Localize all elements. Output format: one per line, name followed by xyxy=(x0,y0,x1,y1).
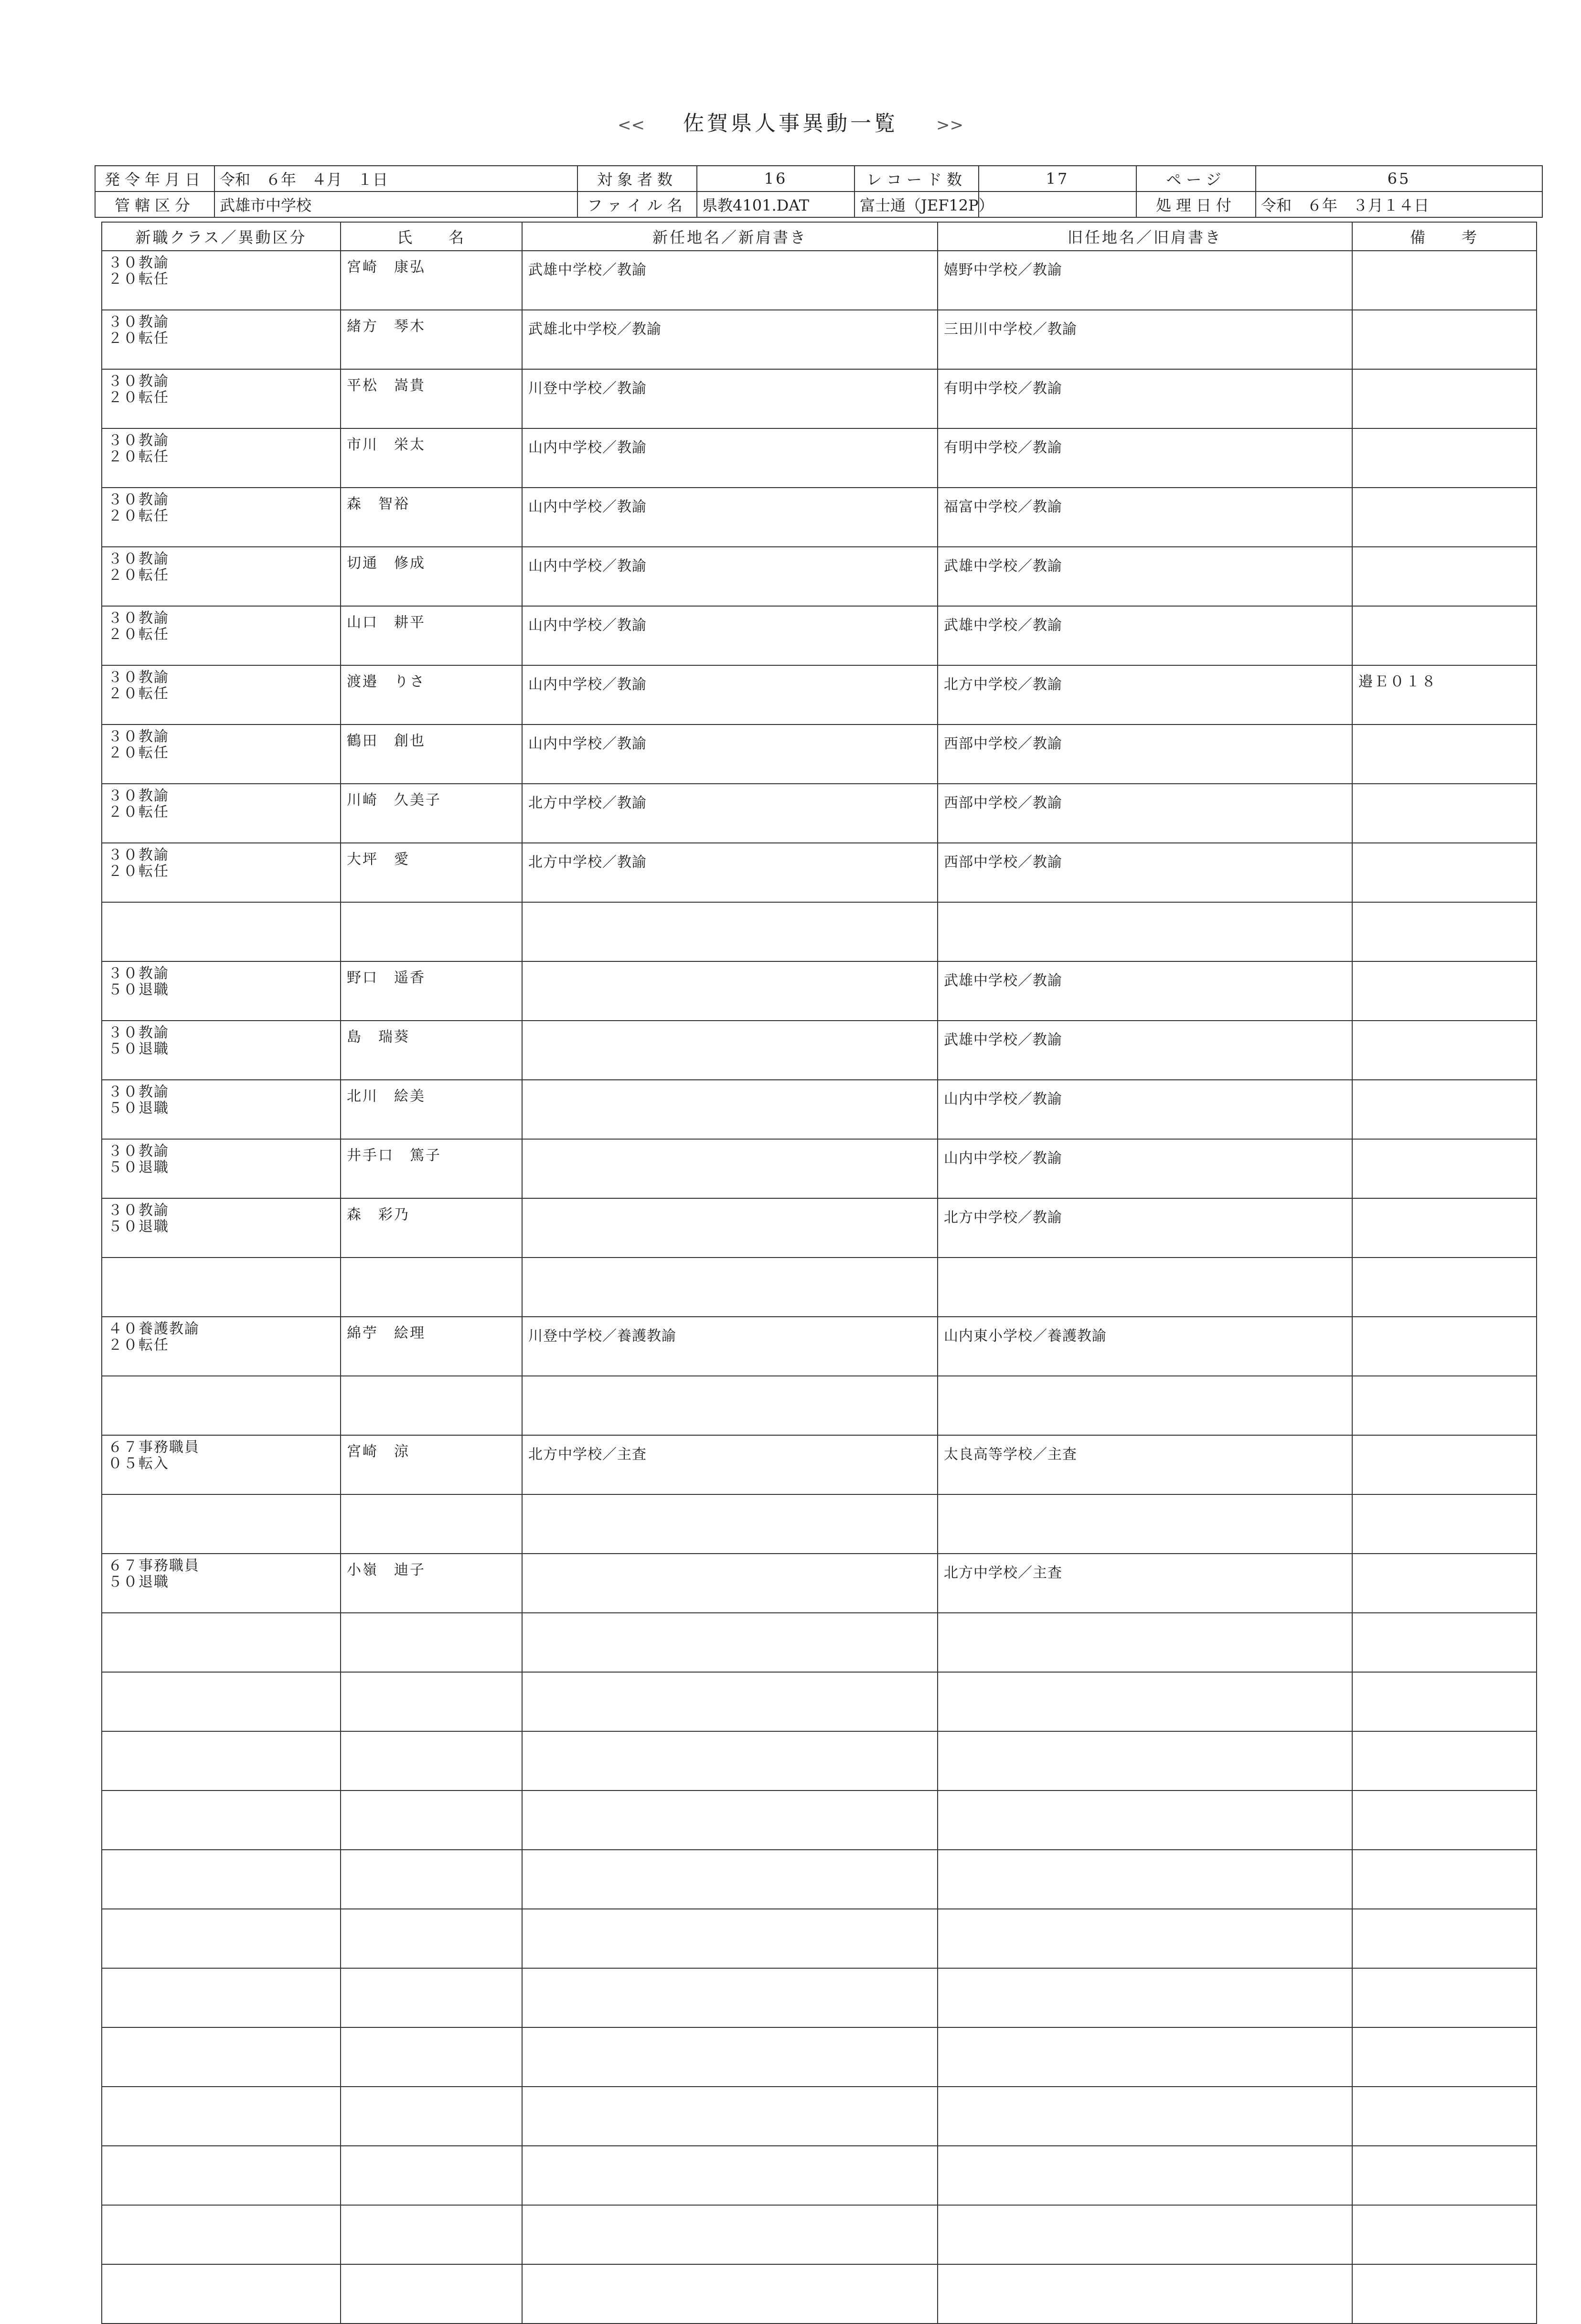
class-cell xyxy=(102,1731,341,1791)
table-row xyxy=(102,1613,1537,1672)
remarks-cell xyxy=(1352,606,1537,665)
transfer-type: ２０転任 xyxy=(108,271,169,288)
name-cell: 川崎 久美子 xyxy=(341,784,522,843)
transfer-type: ２０転任 xyxy=(108,685,169,702)
transfer-type: ５０退職 xyxy=(108,1041,169,1057)
old-post-cell xyxy=(938,1731,1352,1791)
new-post-cell: 武雄中学校／教諭 xyxy=(522,251,938,310)
new-post-cell xyxy=(522,1021,938,1080)
new-post-cell xyxy=(522,1968,938,2027)
table-row xyxy=(102,369,1537,428)
table-row xyxy=(102,1258,1537,1317)
table-row xyxy=(102,2027,1537,2087)
name-cell xyxy=(341,2087,522,2146)
name-cell: 渡邉 りさ xyxy=(341,665,522,725)
remarks-cell xyxy=(1352,1731,1537,1791)
table-row xyxy=(102,1376,1537,1435)
remarks-cell xyxy=(1352,1317,1537,1376)
name-cell: 綿苧 絵理 xyxy=(341,1317,522,1376)
new-post-cell xyxy=(522,1731,938,1791)
name-cell: 大坪 愛 xyxy=(341,843,522,902)
job-class: ３０教諭 xyxy=(108,1084,169,1100)
target-count-label: 対象者数 xyxy=(577,166,697,192)
remarks-cell xyxy=(1352,725,1537,784)
class-cell xyxy=(102,1672,341,1731)
new-post-cell: 武雄北中学校／教諭 xyxy=(522,310,938,369)
old-post-cell xyxy=(938,1968,1352,2027)
table-row xyxy=(102,1554,1537,1613)
name-cell: 鶴田 創也 xyxy=(341,725,522,784)
name-cell: 小嶺 迪子 xyxy=(341,1554,522,1613)
remarks-cell xyxy=(1352,1376,1537,1435)
job-class: ６７事務職員 xyxy=(108,1439,200,1456)
remarks-cell xyxy=(1352,843,1537,902)
job-class: ３０教諭 xyxy=(108,965,169,982)
job-class: ３０教諭 xyxy=(108,788,169,804)
new-post-cell: 北方中学校／教諭 xyxy=(522,784,938,843)
issue-date-value: 令和 ６年 ４月 １日 xyxy=(214,166,577,192)
table-row xyxy=(102,1672,1537,1731)
job-class: ３０教諭 xyxy=(108,255,169,271)
class-cell xyxy=(102,1968,341,2027)
table-row xyxy=(102,606,1537,665)
name-cell: 市川 栄太 xyxy=(341,428,522,488)
transfer-type: ５０退職 xyxy=(108,1100,169,1117)
remarks-cell xyxy=(1352,2146,1537,2205)
process-date-value: 令和 ６年 ３月１４日 xyxy=(1256,192,1542,217)
transfer-type: ５０退職 xyxy=(108,1218,169,1235)
class-cell xyxy=(102,784,341,843)
table-row xyxy=(102,1968,1537,2027)
new-post-cell: 山内中学校／教諭 xyxy=(522,606,938,665)
class-cell xyxy=(102,1850,341,1909)
table-row xyxy=(102,2205,1537,2264)
class-cell xyxy=(102,369,341,428)
new-post-cell xyxy=(522,2146,938,2205)
transfer-type: ２０転任 xyxy=(108,804,169,821)
new-post-cell xyxy=(522,1139,938,1198)
old-post-cell: 北方中学校／教諭 xyxy=(938,665,1352,725)
remarks-cell xyxy=(1352,251,1537,310)
transfer-list-table xyxy=(101,222,1537,2324)
remarks-cell xyxy=(1352,2027,1537,2087)
class-cell xyxy=(102,961,341,1021)
transfer-type: ５０退職 xyxy=(108,1159,169,1176)
new-post-cell xyxy=(522,1613,938,1672)
new-post-cell: 山内中学校／教諭 xyxy=(522,725,938,784)
table-row xyxy=(102,961,1537,1021)
title-right-mark: >> xyxy=(936,116,963,135)
class-cell xyxy=(102,2027,341,2087)
name-cell xyxy=(341,2264,522,2324)
remarks-cell: 邉Ｅ０１８ xyxy=(1352,665,1537,725)
table-row xyxy=(102,488,1537,547)
remarks-cell xyxy=(1352,2205,1537,2264)
old-post-cell: 有明中学校／教諭 xyxy=(938,369,1352,428)
name-cell xyxy=(341,2146,522,2205)
name-cell xyxy=(341,1850,522,1909)
remarks-cell xyxy=(1352,1494,1537,1554)
class-cell xyxy=(102,665,341,725)
old-post-cell xyxy=(938,1258,1352,1317)
remarks-cell xyxy=(1352,1435,1537,1494)
class-cell xyxy=(102,310,341,369)
new-post-cell xyxy=(522,1672,938,1731)
header-blank-cell xyxy=(979,192,1136,217)
old-post-cell: 嬉野中学校／教諭 xyxy=(938,251,1352,310)
table-row xyxy=(102,1435,1537,1494)
name-cell xyxy=(341,1258,522,1317)
remarks-cell xyxy=(1352,1850,1537,1909)
column-header-row xyxy=(102,222,1537,251)
name-cell: 北川 絵美 xyxy=(341,1080,522,1139)
old-post-cell xyxy=(938,2087,1352,2146)
document-title xyxy=(0,106,1581,137)
issue-date-label: 発令年月日 xyxy=(95,166,214,192)
new-post-cell xyxy=(522,961,938,1021)
header-row-2 xyxy=(95,192,1542,217)
remarks-cell xyxy=(1352,2087,1537,2146)
new-post-cell: 山内中学校／教諭 xyxy=(522,547,938,606)
new-post-cell: 山内中学校／教諭 xyxy=(522,428,938,488)
name-cell xyxy=(341,1613,522,1672)
job-class: ３０教諭 xyxy=(108,373,169,390)
process-date-label: 処理日付 xyxy=(1136,192,1256,217)
class-cell xyxy=(102,1554,341,1613)
old-post-cell: 西部中学校／教諭 xyxy=(938,725,1352,784)
record-count-value: 17 xyxy=(979,166,1136,192)
name-cell: 山口 耕平 xyxy=(341,606,522,665)
table-row xyxy=(102,1494,1537,1554)
remarks-cell xyxy=(1352,784,1537,843)
transfer-type: ２０転任 xyxy=(108,567,169,584)
col-header-remarks: 備 考 xyxy=(1352,222,1537,251)
table-row xyxy=(102,2146,1537,2205)
name-cell xyxy=(341,902,522,961)
name-cell: 野口 遥香 xyxy=(341,961,522,1021)
transfer-type: ２０転任 xyxy=(108,330,169,347)
class-cell xyxy=(102,2146,341,2205)
class-cell xyxy=(102,1021,341,1080)
page-label: ページ xyxy=(1136,166,1256,192)
jurisdiction-value: 武雄市中学校 xyxy=(214,192,577,217)
header-row-1 xyxy=(95,166,1542,192)
old-post-cell: 武雄中学校／教諭 xyxy=(938,961,1352,1021)
old-post-cell: 西部中学校／教諭 xyxy=(938,784,1352,843)
job-class: ３０教諭 xyxy=(108,728,169,745)
class-cell xyxy=(102,725,341,784)
remarks-cell xyxy=(1352,310,1537,369)
name-cell: 井手口 篤子 xyxy=(341,1139,522,1198)
class-cell xyxy=(102,428,341,488)
class-cell xyxy=(102,488,341,547)
name-cell: 宮崎 康弘 xyxy=(341,251,522,310)
remarks-cell xyxy=(1352,2264,1537,2324)
table-row xyxy=(102,665,1537,725)
class-cell xyxy=(102,1198,341,1258)
transfer-type: ２０転任 xyxy=(108,448,169,465)
old-post-cell: 武雄中学校／教諭 xyxy=(938,1021,1352,1080)
old-post-cell: 武雄中学校／教諭 xyxy=(938,547,1352,606)
name-cell xyxy=(341,1731,522,1791)
old-post-cell: 福富中学校／教諭 xyxy=(938,488,1352,547)
table-row xyxy=(102,1850,1537,1909)
file-name-label: ファイル名 xyxy=(577,192,697,217)
job-class: ６７事務職員 xyxy=(108,1557,200,1574)
remarks-cell xyxy=(1352,428,1537,488)
name-cell: 切通 修成 xyxy=(341,547,522,606)
new-post-cell: 川登中学校／養護教諭 xyxy=(522,1317,938,1376)
old-post-cell xyxy=(938,2146,1352,2205)
class-cell xyxy=(102,1317,341,1376)
job-class: ４０養護教諭 xyxy=(108,1321,200,1337)
table-row xyxy=(102,547,1537,606)
job-class: ３０教諭 xyxy=(108,551,169,567)
new-post-cell xyxy=(522,1198,938,1258)
class-cell xyxy=(102,2087,341,2146)
remarks-cell xyxy=(1352,1198,1537,1258)
class-cell xyxy=(102,1139,341,1198)
name-cell: 森 智裕 xyxy=(341,488,522,547)
remarks-cell xyxy=(1352,1554,1537,1613)
table-row xyxy=(102,902,1537,961)
name-cell xyxy=(341,2205,522,2264)
remarks-cell xyxy=(1352,902,1537,961)
old-post-cell xyxy=(938,1791,1352,1850)
name-cell: 平松 嵩貴 xyxy=(341,369,522,428)
name-cell: 島 瑞葵 xyxy=(341,1021,522,1080)
class-cell xyxy=(102,2205,341,2264)
new-post-cell xyxy=(522,2264,938,2324)
old-post-cell: 西部中学校／教諭 xyxy=(938,843,1352,902)
table-row xyxy=(102,1317,1537,1376)
transfer-type: ５０退職 xyxy=(108,981,169,998)
job-class: ３０教諭 xyxy=(108,1143,169,1160)
col-header-new-post: 新任地名／新肩書き xyxy=(522,222,938,251)
old-post-cell: 山内中学校／教諭 xyxy=(938,1139,1352,1198)
new-post-cell: 北方中学校／教諭 xyxy=(522,843,938,902)
class-cell xyxy=(102,2264,341,2324)
old-post-cell xyxy=(938,1376,1352,1435)
remarks-cell xyxy=(1352,488,1537,547)
remarks-cell xyxy=(1352,1021,1537,1080)
new-post-cell xyxy=(522,1909,938,1968)
class-cell xyxy=(102,1494,341,1554)
name-cell xyxy=(341,1494,522,1554)
table-row xyxy=(102,1198,1537,1258)
col-header-name: 氏 名 xyxy=(341,222,522,251)
table-row xyxy=(102,2087,1537,2146)
new-post-cell xyxy=(522,2027,938,2087)
class-cell xyxy=(102,1909,341,1968)
old-post-cell: 山内東小学校／養護教諭 xyxy=(938,1317,1352,1376)
file-name-value: 県教4101.DAT xyxy=(697,192,855,217)
old-post-cell xyxy=(938,902,1352,961)
table-row xyxy=(102,1909,1537,1968)
old-post-cell xyxy=(938,1494,1352,1554)
table-row xyxy=(102,1731,1537,1791)
new-post-cell: 山内中学校／教諭 xyxy=(522,488,938,547)
new-post-cell xyxy=(522,1850,938,1909)
old-post-cell: 北方中学校／主査 xyxy=(938,1554,1352,1613)
class-cell xyxy=(102,843,341,902)
class-cell xyxy=(102,902,341,961)
table-row xyxy=(102,251,1537,310)
name-cell xyxy=(341,1791,522,1850)
class-cell xyxy=(102,1791,341,1850)
table-row xyxy=(102,1791,1537,1850)
old-post-cell: 太良高等学校／主査 xyxy=(938,1435,1352,1494)
table-row xyxy=(102,1139,1537,1198)
old-post-cell: 北方中学校／教諭 xyxy=(938,1198,1352,1258)
old-post-cell: 武雄中学校／教諭 xyxy=(938,606,1352,665)
new-post-cell xyxy=(522,1494,938,1554)
remarks-cell xyxy=(1352,1909,1537,1968)
old-post-cell xyxy=(938,1613,1352,1672)
record-count-label: レコード数 xyxy=(855,166,979,192)
table-row xyxy=(102,428,1537,488)
class-cell xyxy=(102,1376,341,1435)
header-info-table xyxy=(95,165,1543,218)
remarks-cell xyxy=(1352,1791,1537,1850)
remarks-cell xyxy=(1352,369,1537,428)
remarks-cell xyxy=(1352,547,1537,606)
name-cell xyxy=(341,1376,522,1435)
new-post-cell xyxy=(522,1376,938,1435)
transfer-type: ５０退職 xyxy=(108,1574,169,1590)
job-class: ３０教諭 xyxy=(108,847,169,864)
remarks-cell xyxy=(1352,1139,1537,1198)
old-post-cell: 山内中学校／教諭 xyxy=(938,1080,1352,1139)
name-cell xyxy=(341,1909,522,1968)
class-cell xyxy=(102,547,341,606)
job-class: ３０教諭 xyxy=(108,432,169,449)
new-post-cell xyxy=(522,1080,938,1139)
old-post-cell xyxy=(938,1672,1352,1731)
class-cell xyxy=(102,1080,341,1139)
name-cell xyxy=(341,1672,522,1731)
system-value: 富士通（JEF12P） xyxy=(855,192,979,217)
table-row xyxy=(102,843,1537,902)
transfer-type: ２０転任 xyxy=(108,389,169,406)
title-left-mark: << xyxy=(618,116,645,135)
table-row xyxy=(102,725,1537,784)
class-cell xyxy=(102,1258,341,1317)
new-post-cell xyxy=(522,1791,938,1850)
old-post-cell xyxy=(938,2264,1352,2324)
transfer-type: ２０転任 xyxy=(108,626,169,643)
table-row xyxy=(102,310,1537,369)
old-post-cell xyxy=(938,1909,1352,1968)
table-row xyxy=(102,2264,1537,2324)
class-cell xyxy=(102,1613,341,1672)
new-post-cell xyxy=(522,2087,938,2146)
old-post-cell xyxy=(938,2205,1352,2264)
new-post-cell: 北方中学校／主査 xyxy=(522,1435,938,1494)
class-cell xyxy=(102,1435,341,1494)
transfer-type: ２０転任 xyxy=(108,745,169,761)
remarks-cell xyxy=(1352,1968,1537,2027)
new-post-cell xyxy=(522,1554,938,1613)
table-row xyxy=(102,1080,1537,1139)
new-post-cell xyxy=(522,1258,938,1317)
new-post-cell xyxy=(522,2205,938,2264)
remarks-cell xyxy=(1352,1080,1537,1139)
transfer-rows xyxy=(102,251,1537,2324)
class-cell xyxy=(102,251,341,310)
target-count-value: 16 xyxy=(697,166,855,192)
table-row xyxy=(102,784,1537,843)
transfer-type: ０５転入 xyxy=(108,1455,169,1472)
name-cell xyxy=(341,1968,522,2027)
job-class: ３０教諭 xyxy=(108,669,169,686)
table-row xyxy=(102,1021,1537,1080)
old-post-cell: 有明中学校／教諭 xyxy=(938,428,1352,488)
name-cell xyxy=(341,2027,522,2087)
remarks-cell xyxy=(1352,1258,1537,1317)
new-post-cell: 山内中学校／教諭 xyxy=(522,665,938,725)
job-class: ３０教諭 xyxy=(108,1024,169,1041)
class-cell xyxy=(102,606,341,665)
old-post-cell: 三田川中学校／教諭 xyxy=(938,310,1352,369)
transfer-type: ２０転任 xyxy=(108,1337,169,1354)
col-header-class: 新職クラス／異動区分 xyxy=(102,222,341,251)
job-class: ３０教諭 xyxy=(108,314,169,330)
new-post-cell xyxy=(522,902,938,961)
title-text: 佐賀県人事異動一覧 xyxy=(683,111,898,136)
transfer-type: ２０転任 xyxy=(108,863,169,880)
name-cell: 緒方 琴木 xyxy=(341,310,522,369)
transfer-type: ２０転任 xyxy=(108,508,169,524)
job-class: ３０教諭 xyxy=(108,610,169,627)
jurisdiction-label: 管轄区分 xyxy=(95,192,214,217)
col-header-old-post: 旧任地名／旧肩書き xyxy=(938,222,1352,251)
job-class: ３０教諭 xyxy=(108,491,169,508)
remarks-cell xyxy=(1352,961,1537,1021)
old-post-cell xyxy=(938,1850,1352,1909)
job-class: ３０教諭 xyxy=(108,1202,169,1219)
old-post-cell xyxy=(938,2027,1352,2087)
remarks-cell xyxy=(1352,1672,1537,1731)
name-cell: 宮崎 涼 xyxy=(341,1435,522,1494)
name-cell: 森 彩乃 xyxy=(341,1198,522,1258)
page-value: 65 xyxy=(1256,166,1542,192)
remarks-cell xyxy=(1352,1613,1537,1672)
new-post-cell: 川登中学校／教諭 xyxy=(522,369,938,428)
